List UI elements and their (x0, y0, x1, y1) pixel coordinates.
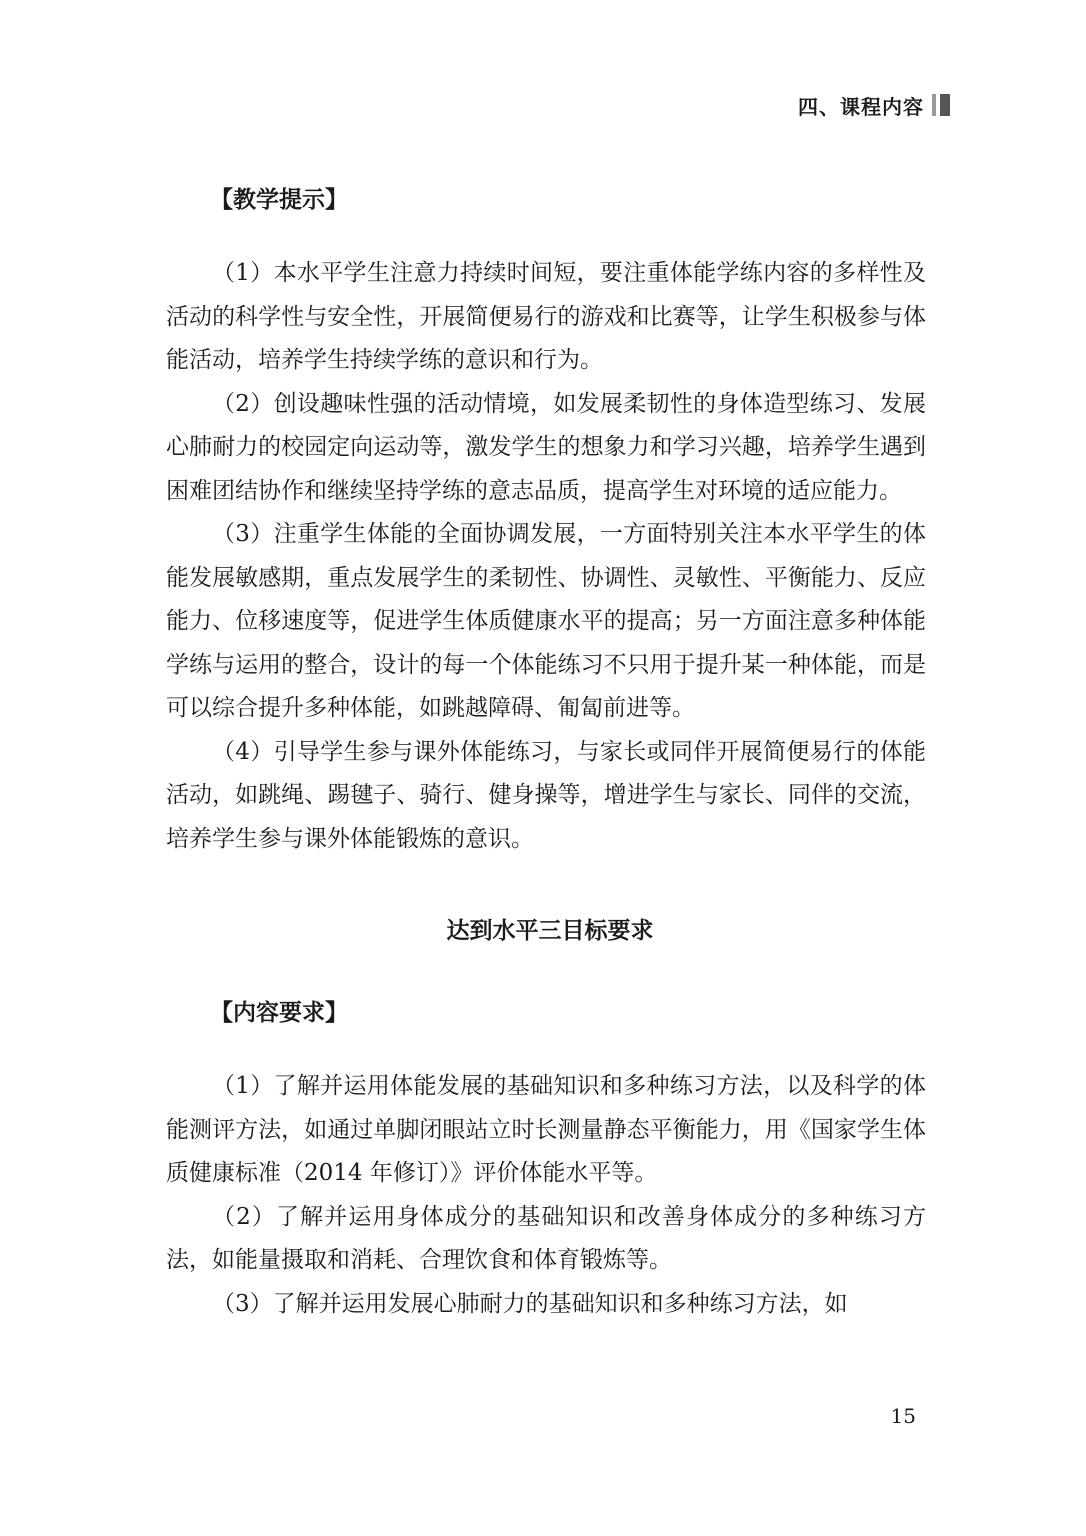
teaching-tip-paragraph: （2）创设趣味性强的活动情境，如发展柔韧性的身体造型练习、发展心肺耐力的校园定向运动等，激发学生的想象力和学习兴趣，培养学生遇到困难团结协作和继续坚持学练的意志品质，提高学生对环境的适应能力。 (166, 390, 926, 504)
teaching-tip-paragraph: （3）注重学生体能的全面协调发展，一方面特别关注本水平学生的体能发展敏感期，重点发展学生的柔韧性、协调性、灵敏性、平衡能力、反应能力、位移速度等，促进学生体质健康水平的提高；另一方面注意多种体能学练与运用的整合，设计的每一个体能练习不只用于提升某一种体能，而是可以综合提升多种体能，如跳越障碍、匍匐前进等。 (166, 521, 926, 721)
header-bar-marks (932, 92, 950, 118)
content-requirement-paragraph: （1）了解并运用体能发展的基础知识和多种练习方法，以及科学的体能测评方法，如通过单脚闭眼站立时长测量静态平衡能力，用《国家学生体质健康标准（2014 年修订）》评价体能水平等。 (166, 1073, 926, 1186)
running-header (798, 90, 950, 120)
teaching-tips-heading: 【教学提示】 (210, 187, 348, 213)
content-requirement-paragraph: （3）了解并运用发展心肺耐力的基础知识和多种练习方法，如 (212, 1290, 848, 1317)
content-requirement-paragraph: （2）了解并运用身体成分的基础知识和改善身体成分的多种练习方法，如能量摄取和消耗、合理饮食和体育锻炼等。 (166, 1203, 926, 1273)
page-number: 15 (890, 1404, 916, 1428)
teaching-tip-paragraph: （1）本水平学生注意力持续时间短，要注重体能学练内容的多样性及活动的科学性与安全性，开展简便易行的游戏和比赛等，让学生积极参与体能活动，培养学生持续学练的意识和行为。 (166, 260, 926, 373)
header-bar-thin (932, 94, 936, 116)
running-header-title: 四、课程内容 (798, 94, 924, 119)
content-requirements-heading: 【内容要求】 (210, 1000, 348, 1026)
header-bar-thick (940, 94, 950, 116)
level-three-title: 达到水平三目标要求 (446, 918, 654, 944)
teaching-tip-paragraph: （4）引导学生参与课外体能练习，与家长或同伴开展简便易行的体能活动，如跳绳、踢毽子、骑行、健身操等，增进学生与家长、同伴的交流，培养学生参与课外体能锻炼的意识。 (166, 738, 926, 852)
page-body (166, 178, 926, 1326)
